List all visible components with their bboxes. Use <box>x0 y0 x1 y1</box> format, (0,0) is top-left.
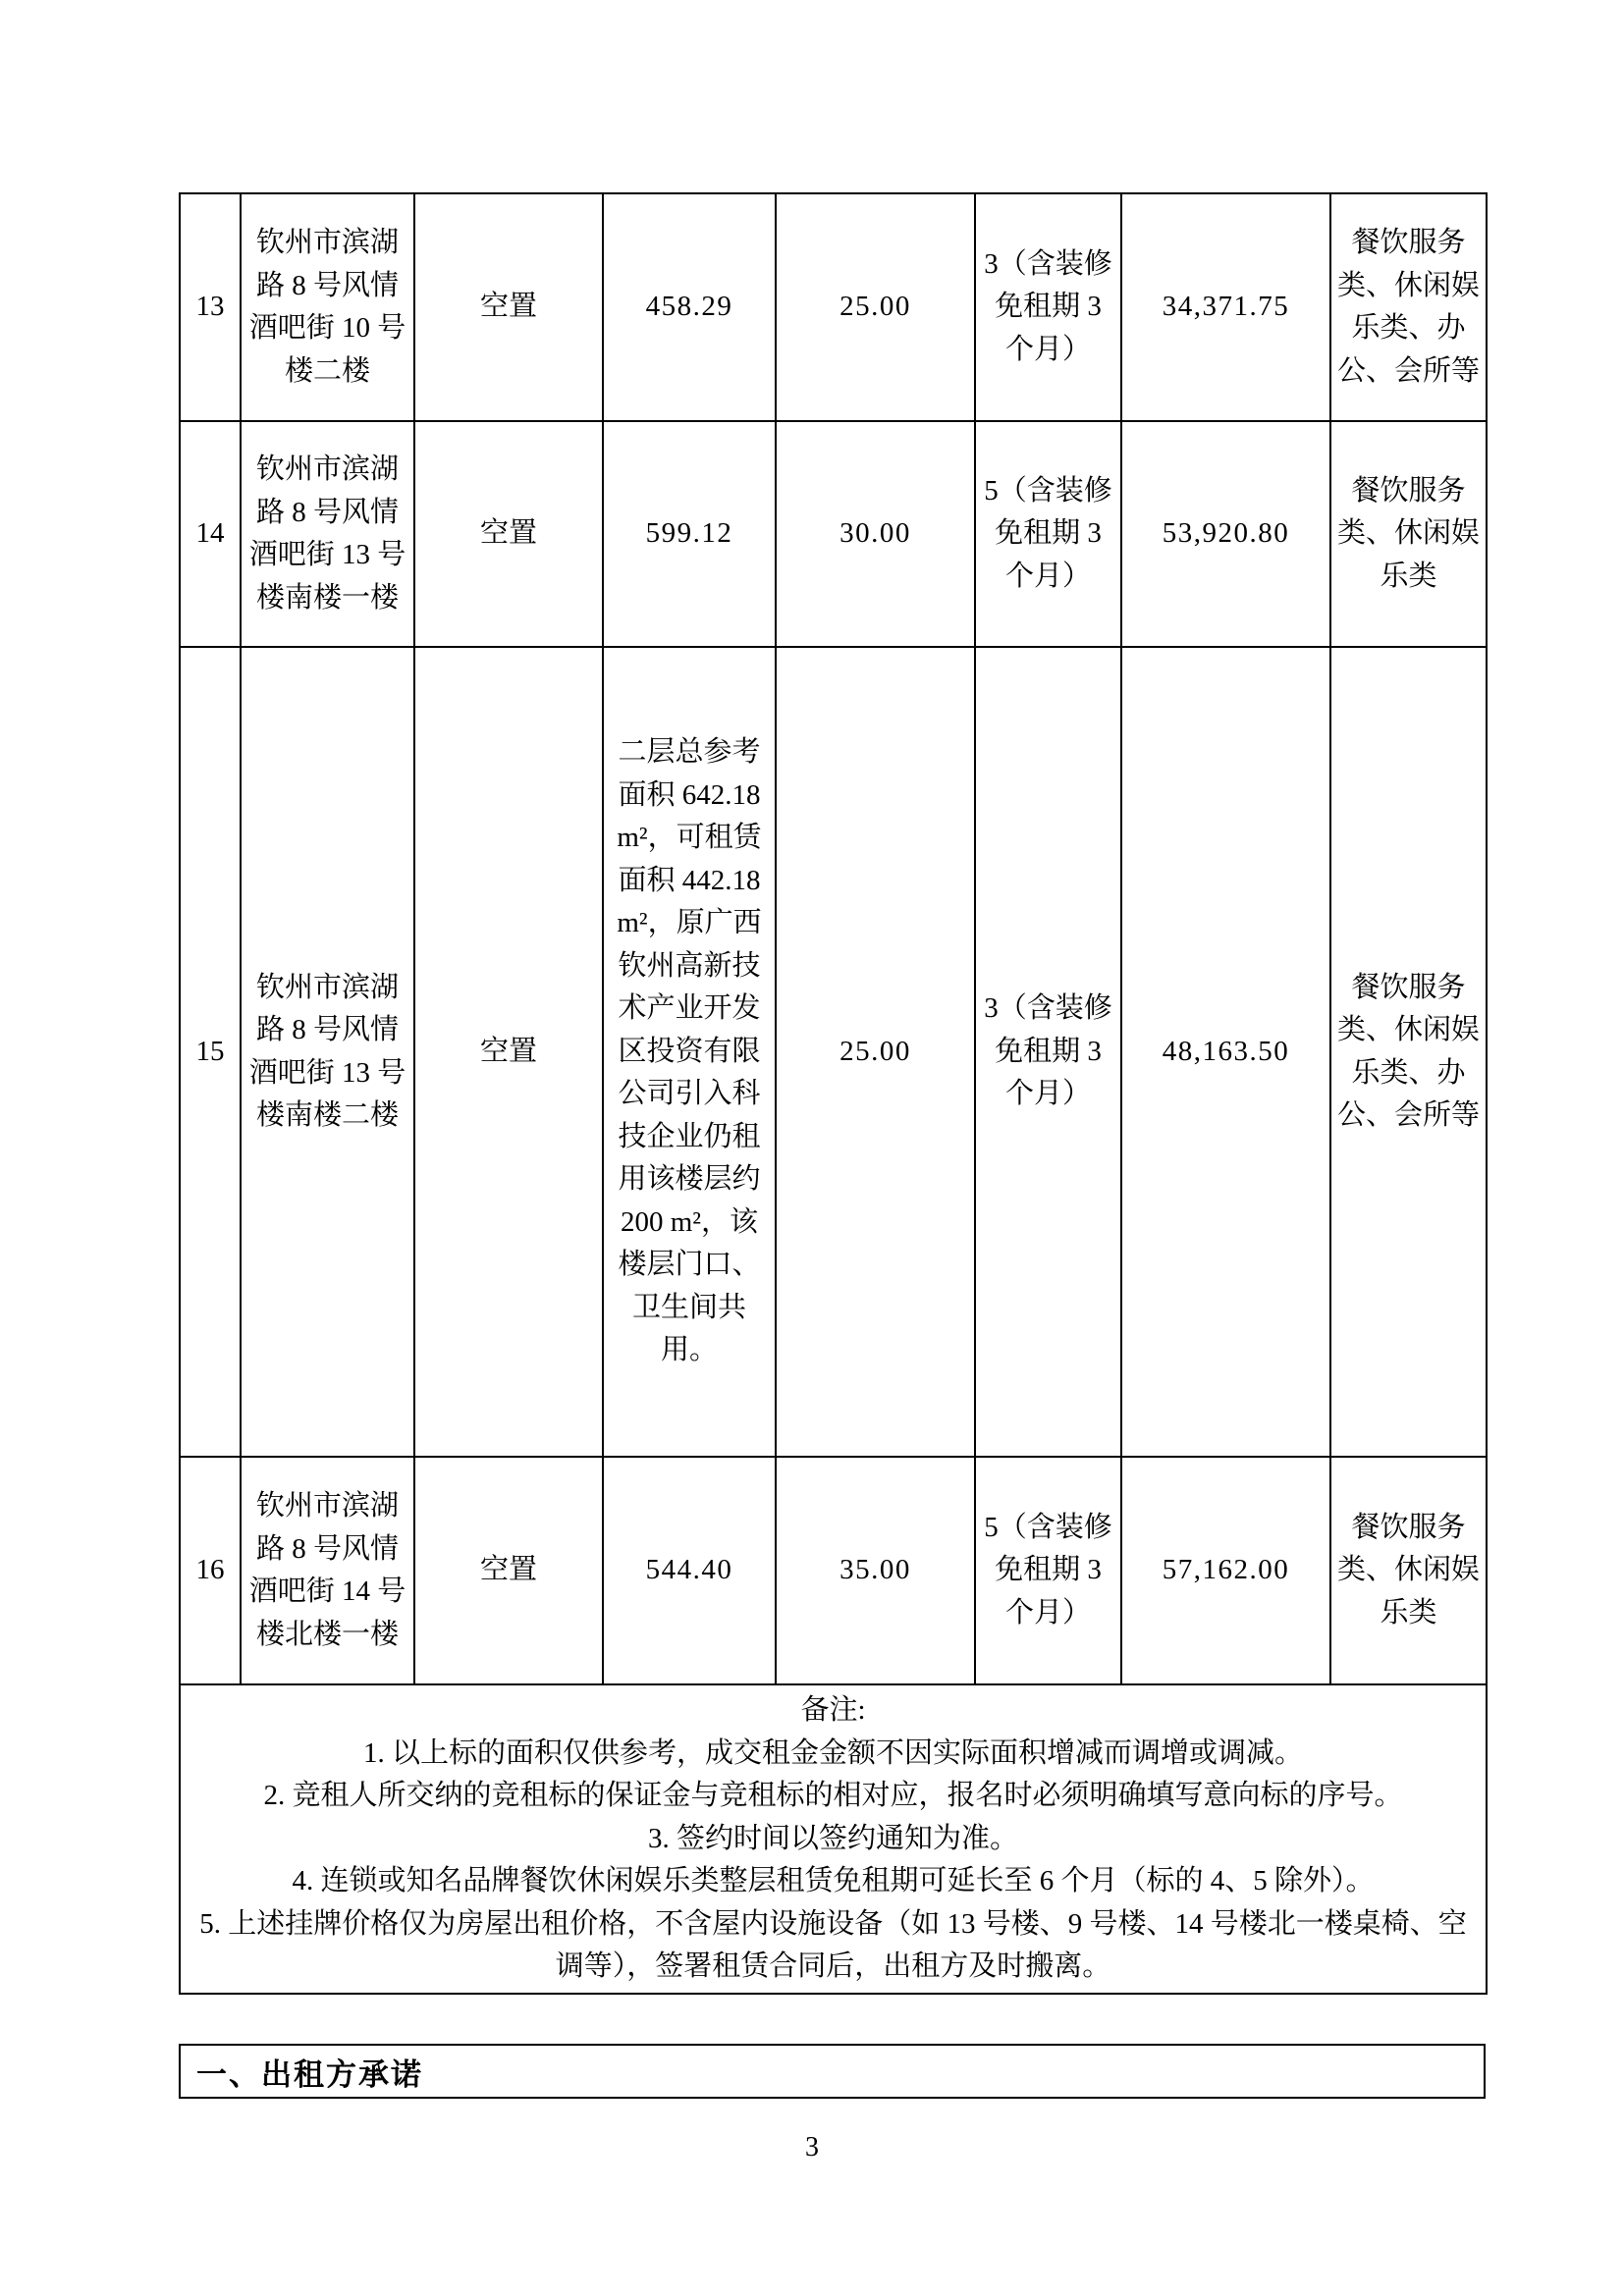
cell-price: 25.00 <box>776 647 975 1457</box>
cell-address: 钦州市滨湖路 8 号风情酒吧街 13 号楼南楼一楼 <box>241 421 414 647</box>
cell-address: 钦州市滨湖路 8 号风情酒吧街 13 号楼南楼二楼 <box>241 647 414 1457</box>
cell-usage: 餐饮服务类、休闲娱乐类 <box>1330 421 1487 647</box>
note-item: 4. 连锁或知名品牌餐饮休闲娱乐类整层租赁免租期可延长至 6 个月（标的 4、5 除外）。 <box>292 1865 1375 1897</box>
cell-area: 544.40 <box>603 1457 776 1684</box>
note-item: 1. 以上标的面积仅供参考，成交租金金额不因实际面积增减而调增或调减。 <box>362 1736 1303 1769</box>
cell-area: 599.12 <box>603 421 776 647</box>
section-heading: 一、出租方承诺 <box>196 2056 423 2092</box>
cell-price: 35.00 <box>776 1457 975 1684</box>
cell-row-number: 15 <box>180 647 241 1457</box>
cell-row-number: 13 <box>180 193 241 421</box>
section-heading-box <box>179 2044 1486 2099</box>
cell-deposit: 53,920.80 <box>1121 421 1330 647</box>
cell-area: 458.29 <box>603 193 776 421</box>
cell-status: 空置 <box>414 193 603 421</box>
table-row <box>180 1457 1487 1684</box>
cell-usage: 餐饮服务类、休闲娱乐类、办公、会所等 <box>1330 647 1487 1457</box>
cell-deposit: 48,163.50 <box>1121 647 1330 1457</box>
cell-deposit: 34,371.75 <box>1121 193 1330 421</box>
cell-status: 空置 <box>414 421 603 647</box>
cell-usage: 餐饮服务类、休闲娱乐类、办公、会所等 <box>1330 193 1487 421</box>
cell-row-number: 14 <box>180 421 241 647</box>
cell-lease-term: 5（含装修免租期 3 个月） <box>975 1457 1121 1684</box>
cell-address: 钦州市滨湖路 8 号风情酒吧街 14 号楼北楼一楼 <box>241 1457 414 1684</box>
cell-status: 空置 <box>414 1457 603 1684</box>
cell-address: 钦州市滨湖路 8 号风情酒吧街 10 号楼二楼 <box>241 193 414 421</box>
note-item: 3. 签约时间以签约通知为准。 <box>647 1822 1018 1854</box>
table-row <box>180 421 1487 647</box>
notes-cell <box>180 1684 1487 1994</box>
cell-price: 30.00 <box>776 421 975 647</box>
cell-lease-term: 3（含装修免租期 3 个月） <box>975 647 1121 1457</box>
notes-row <box>180 1684 1487 1994</box>
note-item: 2. 竞租人所交纳的竞租标的保证金与竞租标的相对应，报名时必须明确填写意向标的序号。 <box>263 1780 1403 1812</box>
table-row <box>180 647 1487 1457</box>
cell-price: 25.00 <box>776 193 975 421</box>
page-number: 3 <box>805 2132 819 2163</box>
note-item: 5. 上述挂牌价格仅为房屋出租价格，不含屋内设施设备（如 13 号楼、9 号楼、14 号楼北一楼桌椅、空调等），签署租赁合同后，出租方及时搬离。 <box>199 1907 1467 1983</box>
cell-lease-term: 5（含装修免租期 3 个月） <box>975 421 1121 647</box>
cell-area: 二层总参考面积 642.18 m²，可租赁面积 442.18 m²，原广西钦州高新技术产业开发区投资有限公司引入科技企业仍租用该楼层约 200 m²，该楼层门口、卫生间共用。 <box>603 647 776 1457</box>
table-row <box>180 193 1487 421</box>
cell-lease-term: 3（含装修免租期 3 个月） <box>975 193 1121 421</box>
cell-deposit: 57,162.00 <box>1121 1457 1330 1684</box>
rental-listings-table <box>179 192 1488 1995</box>
notes-label: 备注: <box>800 1694 866 1727</box>
cell-usage: 餐饮服务类、休闲娱乐类 <box>1330 1457 1487 1684</box>
cell-status: 空置 <box>414 647 603 1457</box>
cell-row-number: 16 <box>180 1457 241 1684</box>
